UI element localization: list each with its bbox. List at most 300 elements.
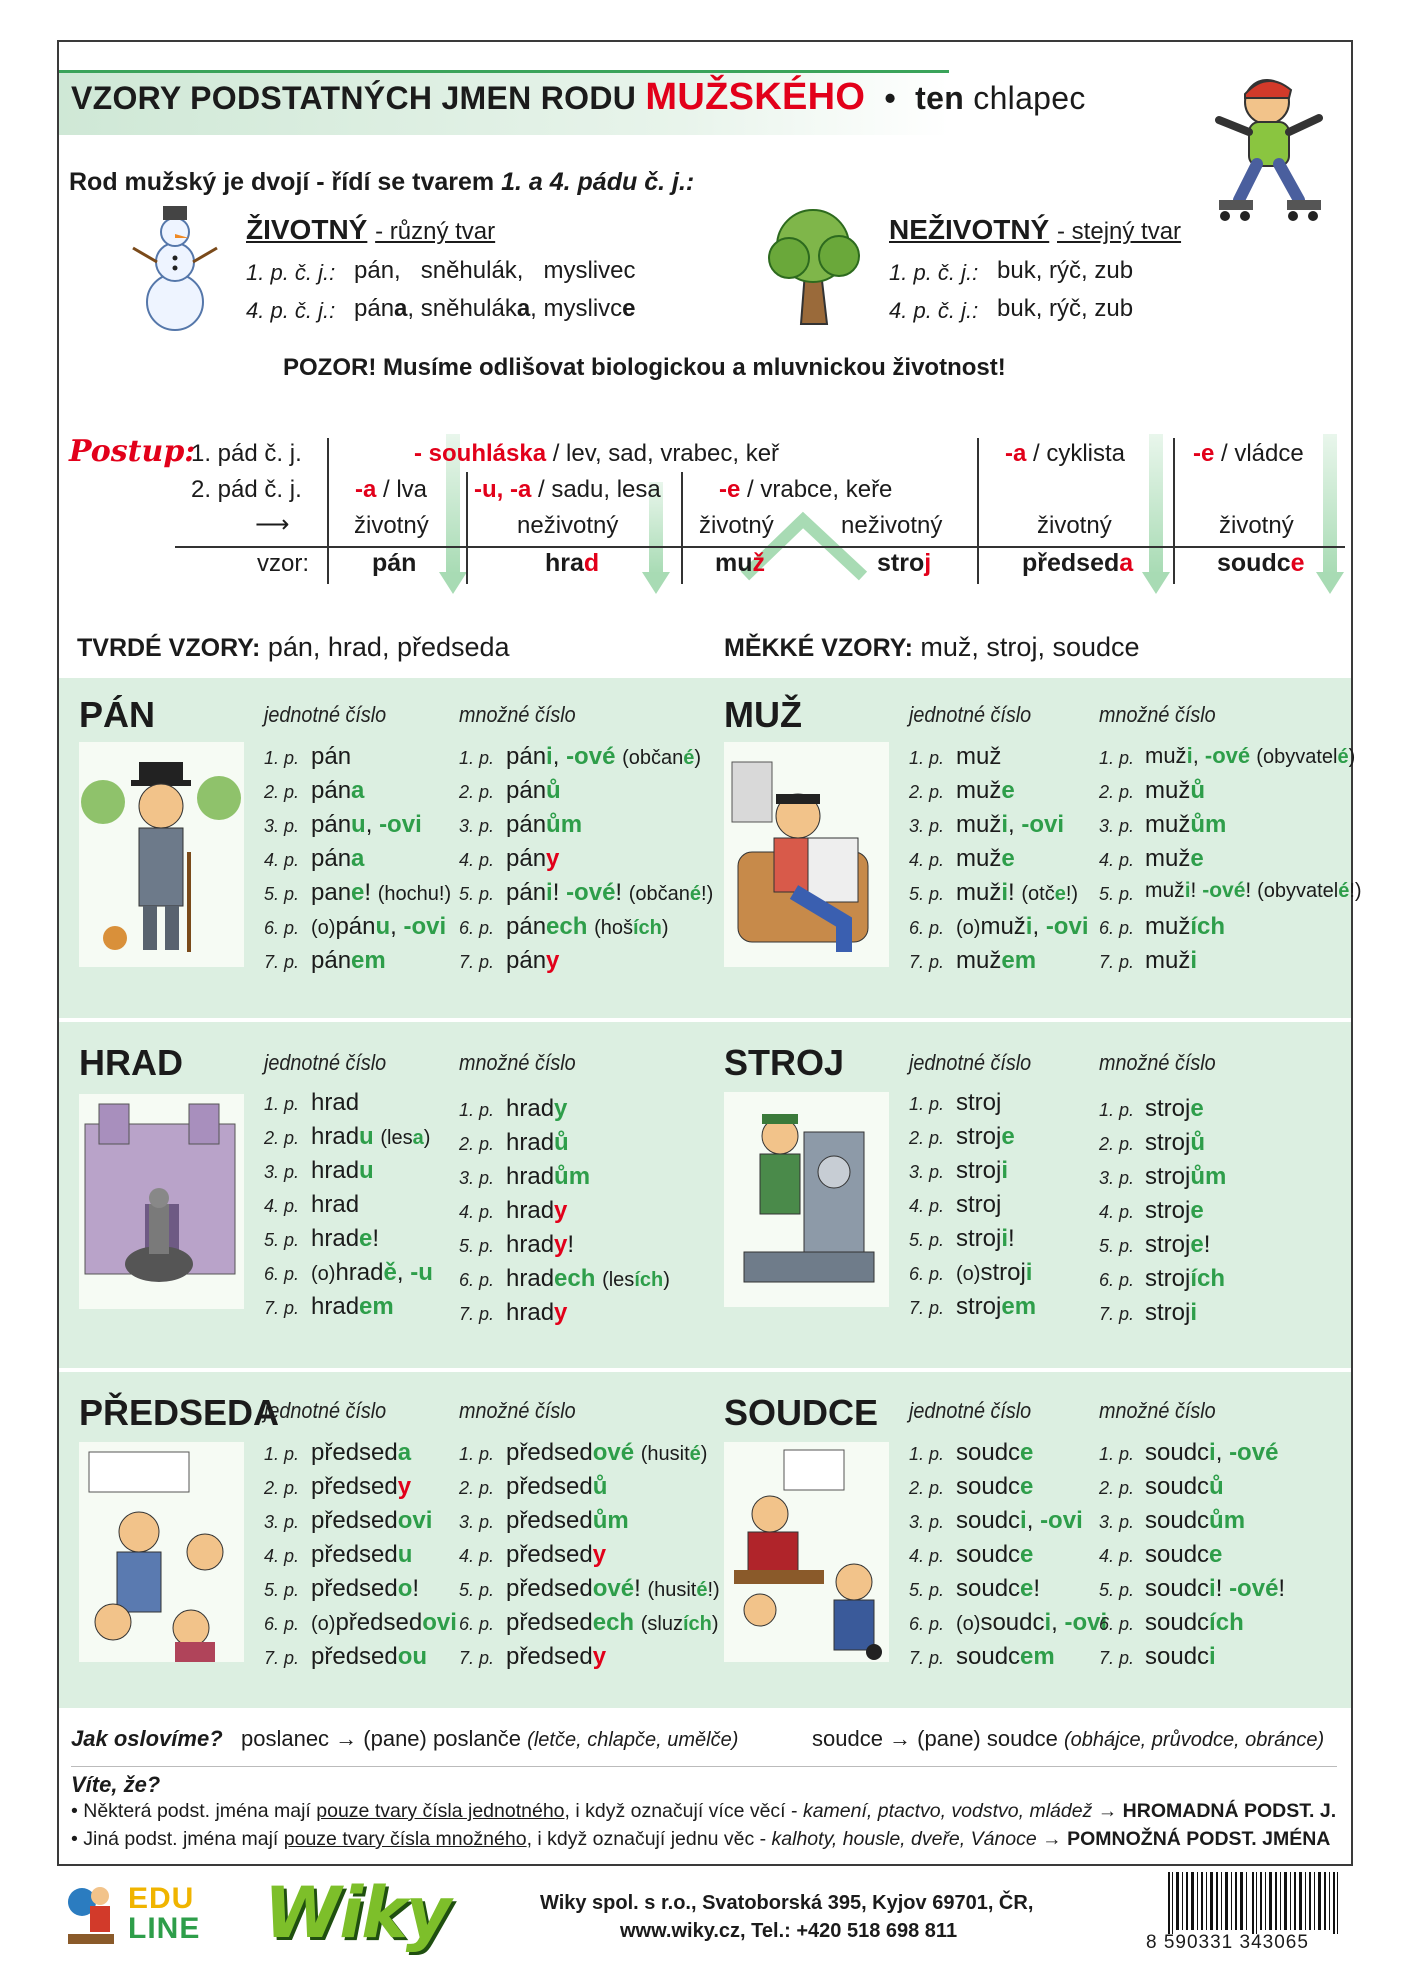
soudce-pl-6: soudcích (1145, 1609, 1244, 1636)
case-number: 2. p. (264, 782, 300, 802)
soudce-sg-2: soudce (956, 1473, 1034, 1500)
pan-pl-2: pánů (506, 777, 561, 804)
case-number: 6. p. (264, 1264, 300, 1284)
animate-heading (246, 214, 495, 246)
soft-patterns (724, 632, 1140, 663)
vocative-example1: poslanec → (pane) poslanče (240, 1726, 522, 1751)
procedure-arrow-icon: ⟶ (255, 511, 290, 538)
case-number: 5. p. (459, 1236, 495, 1256)
intro-rule-text: Rod mužský je dvojí - řídí se tvarem (69, 168, 495, 196)
predseda-pl-2: předsedů (506, 1473, 608, 1500)
stroj-pl-3: strojům (1145, 1163, 1227, 1190)
paradigm-soudce-title: SOUDCE (724, 1392, 879, 1433)
case-number: 6. p. (1099, 1270, 1135, 1290)
vzor-hrad: hrad (545, 549, 600, 577)
vzor-predseda: předseda (1022, 549, 1134, 577)
pan-pl-3: pánům (506, 811, 583, 838)
procedure-label: Postup: (69, 434, 196, 469)
note1-a: • Některá podst. jména mají (71, 1800, 317, 1822)
soft-label: MĚKKÉ VZORY: (724, 634, 913, 662)
case-number: 4. p. (459, 850, 495, 870)
hrad-sg-head: jednotné číslo (264, 1050, 387, 1075)
tree-illustration (759, 202, 869, 334)
case-number: 1. p. (264, 1444, 300, 1464)
case-number: 4. p. (909, 1196, 945, 1216)
pan-pl-5: páni! -ové! (občané!) (506, 879, 714, 906)
paradigm-pan-title: PÁN (79, 694, 156, 735)
predseda-sg-head: jednotné číslo (264, 1398, 387, 1423)
case-number: 2. p. (264, 1128, 300, 1148)
r1-consonant (414, 440, 779, 468)
muz-pl-7: muži (1145, 947, 1198, 974)
r2-u-example: / sadu, lesa (531, 476, 661, 503)
r2-u-label: -u, -a (474, 476, 532, 503)
vocative-question: Jak oslovíme? (71, 1726, 223, 1751)
stroj-sg-6: (o)stroji (956, 1259, 1033, 1286)
case4-snehulak-ending: a (516, 295, 531, 322)
case-number: 2. p. (459, 1134, 495, 1154)
muz-sg-4: muže (956, 845, 1015, 872)
hrad-sg-7: hradem (311, 1293, 394, 1320)
case-number: 1. p. (459, 1100, 495, 1120)
r2-e-label: -e (719, 476, 741, 503)
table-divider (977, 438, 979, 584)
case-number: 3. p. (909, 1512, 945, 1532)
title-highlight: MUŽSKÉHO (645, 76, 866, 118)
title-word: chlapec (973, 80, 1086, 116)
inanimate-case1-label: 1. p. č. j.: (889, 260, 979, 285)
muz-pl-6: mužích (1145, 913, 1226, 940)
case-number: 2. p. (459, 1478, 495, 1498)
case-number: 7. p. (1099, 1304, 1135, 1324)
case-number: 3. p. (1099, 816, 1135, 836)
case-number: 7. p. (1099, 952, 1135, 972)
soudce-sg-6: (o)soudci, -ovi (956, 1609, 1108, 1636)
predseda-sg-6: (o)předsedovi (311, 1609, 457, 1636)
arrow-down-icon (642, 572, 670, 594)
r1-e (1193, 440, 1304, 468)
case-number: 2. p. (1099, 782, 1135, 802)
case-number: 5. p. (909, 884, 945, 904)
note2-b: , i když označují jednu věc - (526, 1828, 772, 1850)
case-number: 1. p. (459, 1444, 495, 1464)
stroj-pl-2: strojů (1145, 1129, 1206, 1156)
case-number: 4. p. (264, 1196, 300, 1216)
animate-case4-value (354, 295, 636, 323)
predseda-sg-5: předsedo! (311, 1575, 420, 1602)
hrad-sg-5: hrade! (311, 1225, 380, 1252)
note-plurale (71, 1828, 1330, 1851)
eduline-line: LINE (128, 1912, 201, 1945)
table-rule (175, 546, 1345, 548)
case-number: 6. p. (1099, 918, 1135, 938)
predseda-sg-3: předsedovi (311, 1507, 433, 1534)
muz-pl-3: mužům (1145, 811, 1227, 838)
case-number: 5. p. (1099, 1236, 1135, 1256)
note2-examples: kalhoty, housle, dveře, Vánoce (771, 1828, 1037, 1850)
hrad-pl-2: hradů (506, 1129, 569, 1156)
r2-a-label: -a (355, 476, 377, 503)
paradigm-stroj-title: STROJ (724, 1042, 845, 1083)
hrad-sg-1: hrad (311, 1089, 360, 1116)
case-number: 1. p. (264, 748, 300, 768)
machine-worker-illustration (724, 1092, 889, 1307)
case-number: 3. p. (264, 1512, 300, 1532)
stroj-pl-6: strojích (1145, 1265, 1226, 1292)
case-number: 6. p. (264, 1614, 300, 1634)
soft-list: muž, stroj, soudce (920, 632, 1140, 662)
hard-label: TVRDÉ VZORY: (77, 634, 261, 662)
pan-sg-4: pána (311, 845, 365, 872)
case-number: 2. p. (264, 1478, 300, 1498)
case-number: 3. p. (909, 1162, 945, 1182)
soudce-pl-7: soudci (1145, 1643, 1216, 1670)
case-number: 5. p. (1099, 884, 1135, 904)
case-number: 1. p. (909, 1094, 945, 1114)
hrad-pl-1: hrady (506, 1095, 568, 1122)
r1-e-label: -e (1193, 440, 1215, 467)
soudce-sg-5: soudce! (956, 1575, 1041, 1602)
soudce-sg-4: soudce (956, 1541, 1034, 1568)
case-number: 4. p. (1099, 850, 1135, 870)
case4-myslivc: , myslivc (530, 295, 623, 322)
muz-sg-head: jednotné číslo (909, 702, 1032, 727)
predseda-pl-5: předsedové! (husité!) (506, 1575, 720, 1602)
pan-sg-6: (o)pánu, -ovi (311, 913, 447, 940)
muz-pl-4: muže (1145, 845, 1204, 872)
predseda-pl-head: množné číslo (459, 1398, 576, 1423)
case4-snehulak: , sněhulák (407, 295, 517, 322)
case-number: 5. p. (264, 884, 300, 904)
stroj-sg-7: strojem (956, 1293, 1037, 1320)
page-title (71, 76, 1086, 119)
hard-list: pán, hrad, předseda (267, 632, 510, 662)
r1-consonant-examples: / lev, sad, vrabec, keř (546, 440, 780, 467)
hrad-pl-head: množné číslo (459, 1050, 576, 1075)
soudce-pl-5: soudci! -ové! (1145, 1575, 1286, 1602)
stroj-pl-1: stroje (1145, 1095, 1204, 1122)
case-number: 5. p. (459, 884, 495, 904)
title-main: VZORY PODSTATNÝCH JMEN RODU (71, 80, 637, 116)
stroj-sg-1: stroj (956, 1089, 1002, 1116)
arrow-down-icon (1142, 572, 1170, 594)
procedure-row4-label: vzor: (257, 550, 310, 577)
arrow-down-icon (1149, 434, 1163, 574)
r3-animacy: životný (1219, 512, 1294, 539)
hrad-sg-6: (o)hradě, -u (311, 1259, 433, 1286)
predseda-pl-4: předsedy (506, 1541, 607, 1568)
predseda-pl-6: předsedech (sluzích) (506, 1609, 719, 1636)
animate-sub: - různý tvar (375, 218, 496, 245)
intro-rule (69, 168, 694, 197)
muz-pl-1: muži, -ové (obyvatelé) (1145, 743, 1356, 768)
case-number: 2. p. (1099, 1134, 1135, 1154)
case-number: 7. p. (459, 952, 495, 972)
panel-divider (59, 1368, 1351, 1372)
case-number: 4. p. (909, 850, 945, 870)
stroj-sg-head: jednotné číslo (909, 1050, 1032, 1075)
soudce-sg-1: soudce (956, 1439, 1034, 1466)
case-number: 6. p. (459, 918, 495, 938)
vzor-pan (372, 549, 416, 578)
note2-a: • Jiná podst. jména mají (71, 1828, 284, 1850)
r3-animacy: životný (354, 512, 429, 539)
soudce-pl-4: soudce (1145, 1541, 1223, 1568)
inanimate-case4-value: buk, rýč, zub (997, 295, 1134, 322)
predseda-pl-7: předsedy (506, 1643, 607, 1670)
warning-text: POZOR! Musíme odlišovat biologickou a mluvnickou životnost! (283, 354, 1006, 381)
case-number: 3. p. (909, 816, 945, 836)
case-number: 1. p. (264, 1094, 300, 1114)
note1-b: , i když označují více věcí - (564, 1800, 803, 1822)
inanimate-heading (889, 214, 1181, 246)
stroj-pl-5: stroje! (1145, 1231, 1211, 1258)
case-number: 1. p. (909, 1444, 945, 1464)
case-number: 4. p. (459, 1202, 495, 1222)
case-number: 1. p. (1099, 1444, 1135, 1464)
r2-a-example: / lva (376, 476, 428, 503)
case-number: 7. p. (909, 952, 945, 972)
case-number: 7. p. (264, 1298, 300, 1318)
pan-sg-7: pánem (311, 947, 386, 974)
barcode-number: 8 590331 343065 (1146, 1932, 1309, 1953)
vzor-pan-text: pán (372, 549, 417, 577)
case-number: 1. p. (459, 748, 495, 768)
predseda-pl-3: předsedům (506, 1507, 629, 1534)
case4-pan: pán (354, 295, 395, 322)
case-number: 7. p. (459, 1648, 495, 1668)
case-number: 2. p. (909, 1128, 945, 1148)
r1-a-example: / cyklista (1026, 440, 1126, 467)
meeting-illustration (79, 1442, 244, 1662)
inanimate-case1-value: buk, rýč, zub (997, 257, 1134, 284)
table-divider (1173, 438, 1175, 584)
soudce-pl-head: množné číslo (1099, 1398, 1216, 1423)
r3-animacy: neživotný (841, 512, 943, 539)
predseda-sg-2: předsedy (311, 1473, 412, 1500)
muz-sg-5: muži! (otče!) (956, 879, 1079, 906)
vocative-example1-list: (letče, chlapče, umělče) (527, 1729, 739, 1751)
case-number: 4. p. (1099, 1202, 1135, 1222)
skater-illustration (1179, 60, 1339, 230)
vzor-stroj: stroj (877, 549, 932, 577)
pan-pl-4: pány (506, 845, 560, 872)
predseda-sg-4: předsedu (311, 1541, 413, 1568)
paradigm-muz-title: MUŽ (724, 694, 802, 735)
case-number: 2. p. (909, 1478, 945, 1498)
stroj-pl-4: stroje (1145, 1197, 1204, 1224)
hard-patterns (77, 632, 510, 663)
eduline-logo (60, 1878, 124, 1950)
pan-pl-head: množné číslo (459, 702, 576, 727)
r3-animacy: životný (1037, 512, 1112, 539)
note2-arrow: → (1036, 1828, 1068, 1850)
muz-sg-3: muži, -ovi (956, 811, 1065, 838)
case-number: 5. p. (264, 1580, 300, 1600)
case4-pan-ending: a (394, 295, 408, 322)
title-bullet: • (884, 80, 896, 116)
case-number: 4. p. (459, 1546, 495, 1566)
publisher-contact: www.wiky.cz, Tel.: +420 518 698 811 (620, 1920, 958, 1942)
case-number: 4. p. (909, 1546, 945, 1566)
case-number: 5. p. (264, 1230, 300, 1250)
r1-consonant-label: - souhláska (414, 440, 547, 467)
paradigm-hrad-title: HRAD (79, 1042, 183, 1083)
case-number: 6. p. (909, 918, 945, 938)
animate-case1-label: 1. p. č. j.: (246, 260, 336, 285)
muz-sg-2: muže (956, 777, 1015, 804)
case-number: 5. p. (909, 1230, 945, 1250)
muz-sg-7: mužem (956, 947, 1037, 974)
intro-rule-italic: 1. a 4. pádu č. j.: (501, 168, 695, 196)
case-number: 7. p. (909, 1648, 945, 1668)
case-number: 7. p. (264, 1648, 300, 1668)
did-you-know: Víte, že? (71, 1772, 161, 1797)
soudce-sg-head: jednotné číslo (909, 1398, 1032, 1423)
soudce-pl-1: soudci, -ové (1145, 1439, 1279, 1466)
pan-sg-2: pána (311, 777, 365, 804)
footer-divider (71, 1766, 1337, 1767)
r2-u (474, 476, 661, 504)
gentleman-illustration (79, 742, 244, 967)
r2-a (355, 476, 427, 504)
case-number: 2. p. (1099, 1478, 1135, 1498)
vocative-note2 (812, 1726, 1324, 1752)
inanimate-case4-label: 4. p. č. j.: (889, 298, 979, 323)
stroj-sg-3: stroji (956, 1157, 1009, 1184)
hrad-pl-4: hrady (506, 1197, 568, 1224)
stroj-pl-7: stroji (1145, 1299, 1198, 1326)
note1-underline: pouze tvary čísla jednotného (316, 1800, 565, 1822)
stroj-sg-5: stroji! (956, 1225, 1015, 1252)
vocative-example2: soudce → (pane) soudce (812, 1726, 1058, 1751)
case-number: 6. p. (909, 1614, 945, 1634)
publisher-address: Wiky spol. s r.o., Svatoborská 395, Kyjov 69701, ČR, (540, 1892, 1034, 1914)
r2-e-example: / vrabce, keře (740, 476, 893, 503)
courtroom-illustration (724, 1442, 889, 1662)
case-number: 2. p. (909, 782, 945, 802)
pan-sg-head: jednotné číslo (264, 702, 387, 727)
pan-pl-1: páni, -ové (občané) (506, 743, 702, 770)
case-number: 2. p. (459, 782, 495, 802)
vocative-example2-list: (obhájce, průvodce, obránce) (1063, 1729, 1325, 1751)
pan-pl-7: pány (506, 947, 560, 974)
soudce-pl-2: soudců (1145, 1473, 1224, 1500)
vocative-note (71, 1726, 738, 1752)
vzor-muz: muž (715, 549, 765, 577)
case-number: 5. p. (1099, 1580, 1135, 1600)
r3-animacy: životný (699, 512, 774, 539)
hrad-pl-6: hradech (lesích) (506, 1265, 670, 1292)
r3-animacy: neživotný (517, 512, 619, 539)
arrow-down-icon (1323, 434, 1337, 574)
procedure-row1-label: 1. pád č. j. (191, 440, 302, 467)
case4-myslivc-ending: e (622, 295, 636, 322)
case-number: 7. p. (1099, 1648, 1135, 1668)
animate-case4-label: 4. p. č. j.: (246, 298, 336, 323)
poster (57, 40, 1362, 1866)
note1-examples: kamení, ptactvo, vodstvo, mládež (802, 1800, 1093, 1822)
arrow-down-icon (1316, 572, 1344, 594)
case-number: 3. p. (459, 1512, 495, 1532)
case-number: 5. p. (909, 1580, 945, 1600)
hrad-pl-7: hrady (506, 1299, 568, 1326)
inanimate-sub: - stejný tvar (1057, 218, 1182, 245)
paradigm-predseda-title: PŘEDSEDA (79, 1392, 280, 1433)
muz-pl-2: mužů (1145, 777, 1206, 804)
case-number: 4. p. (1099, 1546, 1135, 1566)
snowman-illustration (125, 204, 225, 334)
case-number: 3. p. (264, 1162, 300, 1182)
case-number: 7. p. (909, 1298, 945, 1318)
table-divider (681, 472, 683, 584)
case-number: 1. p. (1099, 1100, 1135, 1120)
note-collective (71, 1800, 1336, 1823)
stroj-sg-2: stroje (956, 1123, 1015, 1150)
case-number: 3. p. (264, 816, 300, 836)
case-number: 6. p. (264, 918, 300, 938)
case-number: 4. p. (264, 1546, 300, 1566)
eduline-edu: EDU (128, 1882, 195, 1915)
case-number: 1. p. (1099, 748, 1135, 768)
predseda-sg-7: předsedou (311, 1643, 428, 1670)
note2-result: POMNOŽNÁ PODST. JMÉNA (1067, 1828, 1331, 1850)
title-ten: ten (915, 80, 965, 116)
case-number: 3. p. (459, 816, 495, 836)
hrad-pl-5: hrady! (506, 1231, 575, 1258)
inanimate-title: NEŽIVOTNÝ (889, 214, 1050, 245)
reading-man-illustration (724, 742, 889, 967)
muz-pl-5: muži! -ové! (obyvatelé!) (1145, 879, 1362, 902)
r2-e (719, 476, 892, 504)
case-number: 3. p. (1099, 1168, 1135, 1188)
table-divider (466, 472, 468, 584)
case-number: 6. p. (459, 1614, 495, 1634)
hrad-sg-4: hrad (311, 1191, 360, 1218)
pan-sg-5: pane! (hochu!) (311, 879, 452, 906)
muz-sg-6: (o)muži, -ovi (956, 913, 1089, 940)
stroj-sg-4: stroj (956, 1191, 1002, 1218)
stroj-pl-head: množné číslo (1099, 1050, 1216, 1075)
vzor-soudce: soudce (1217, 549, 1305, 577)
wiky-logo: Wiky (264, 1872, 450, 1954)
pan-sg-1: pán (311, 743, 352, 770)
case-number: 3. p. (1099, 1512, 1135, 1532)
soudce-sg-3: soudci, -ovi (956, 1507, 1083, 1534)
pan-pl-6: pánech (hoších) (506, 913, 669, 940)
case-number: 6. p. (1099, 1614, 1135, 1634)
case-number: 1. p. (909, 748, 945, 768)
procedure-row2-label: 2. pád č. j. (191, 476, 302, 503)
case-number: 7. p. (459, 1304, 495, 1324)
r1-a (1005, 440, 1125, 468)
case-number: 6. p. (459, 1270, 495, 1290)
case-number: 3. p. (459, 1168, 495, 1188)
soudce-pl-3: soudcům (1145, 1507, 1246, 1534)
hrad-pl-3: hradům (506, 1163, 591, 1190)
table-divider (327, 438, 329, 584)
case-number: 7. p. (264, 952, 300, 972)
soudce-sg-7: soudcem (956, 1643, 1055, 1670)
animate-case1-value: pán, sněhulák, myslivec (354, 257, 636, 284)
animate-title: ŽIVOTNÝ (246, 214, 368, 245)
castle-knight-illustration (79, 1094, 244, 1309)
panel-divider (59, 1018, 1351, 1022)
hrad-sg-2: hradu (lesa) (311, 1123, 431, 1150)
muz-sg-1: muž (956, 743, 1002, 770)
case-number: 6. p. (909, 1264, 945, 1284)
pan-sg-3: pánu, -ovi (311, 811, 422, 838)
